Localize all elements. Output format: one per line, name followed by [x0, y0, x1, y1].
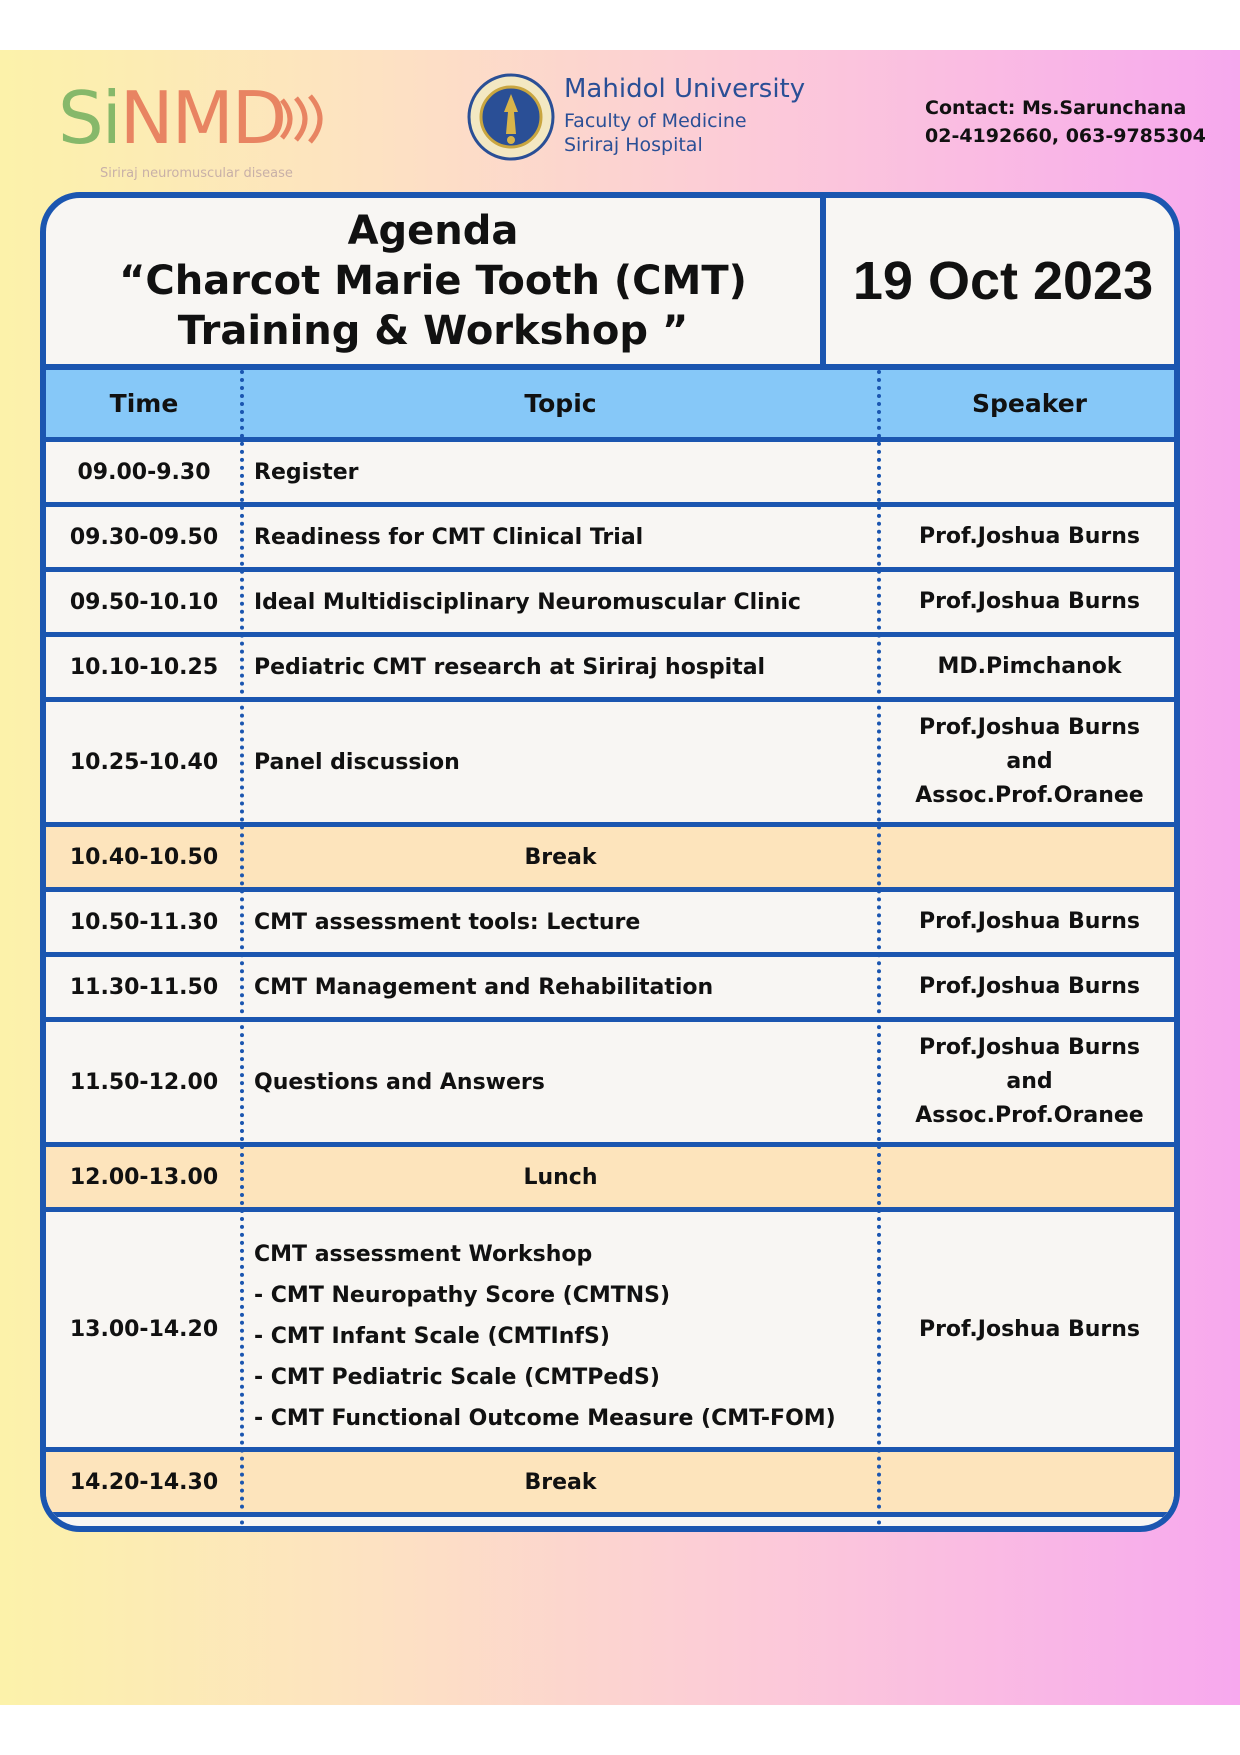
row-topic: Readiness for CMT Clinical Trial [254, 524, 644, 550]
table-row [46, 702, 1180, 827]
university-name: Mahidol University [564, 74, 806, 104]
speaker-line: Prof.Joshua Burns [918, 1035, 1141, 1060]
sinmd-logo-subtitle: Siriraj neuromuscular disease [100, 166, 293, 181]
header-speaker: Speaker [972, 388, 1087, 418]
agenda-table [46, 370, 1180, 1517]
table-row [46, 1212, 1180, 1452]
row-speaker [879, 827, 1180, 887]
row-topic: Lunch [523, 1164, 598, 1190]
row-time: 11.30-11.50 [69, 974, 219, 1000]
agenda-title-line-3: Training & Workshop ” [177, 308, 689, 354]
column-divider-time [240, 370, 244, 1526]
contact-info [925, 94, 1206, 150]
row-topic: Questions and Answers [254, 1069, 545, 1095]
topic-line: - CMT Neuropathy Score (CMTNS) [254, 1283, 671, 1308]
row-speaker: Prof.Joshua Burns [918, 974, 1141, 999]
row-speaker: MD.Pimchanok [937, 654, 1122, 679]
sinmd-logo-word: SiNMD [58, 76, 286, 160]
table-row [46, 892, 1180, 957]
table-row-break [46, 827, 1180, 892]
row-topic: CMT assessment tools: Lecture [254, 909, 641, 935]
row-topic: Pediatric CMT research at Siriraj hospital [254, 654, 766, 680]
row-speaker: Prof.Joshua Burns [918, 909, 1141, 934]
row-topic: Break [524, 1469, 597, 1495]
table-header-row [46, 370, 1180, 442]
table-row [46, 572, 1180, 637]
faculty-name: Faculty of Medicine [564, 110, 747, 132]
row-time: 10.50-11.30 [69, 909, 219, 935]
table-row-break [46, 1147, 1180, 1212]
agenda-title-line-1: Agenda [347, 208, 519, 254]
row-time: 13.00-14.20 [69, 1317, 219, 1342]
row-speaker: Prof.Joshua Burns [918, 1316, 1141, 1342]
topic-line: - CMT Pediatric Scale (CMTPedS) [254, 1365, 660, 1390]
row-time: 10.40-10.50 [69, 844, 219, 870]
row-topic: Ideal Multidisciplinary Neuromuscular Clinic [254, 589, 801, 615]
speaker-line: Assoc.Prof.Oranee [915, 783, 1144, 808]
speaker-line: and [1006, 749, 1053, 774]
topic-line: CMT assessment Workshop [254, 1242, 593, 1267]
row-topic: Register [254, 459, 359, 485]
row-speaker [879, 442, 1180, 502]
row-speaker: Prof.Joshua Burns [918, 524, 1141, 549]
speaker-line: Prof.Joshua Burns [918, 715, 1141, 740]
speaker-line: and [1006, 1069, 1053, 1094]
table-row [46, 957, 1180, 1022]
table-row [46, 507, 1180, 572]
row-speaker [879, 702, 1180, 822]
university-seal-icon [466, 72, 556, 162]
row-speaker [879, 1452, 1180, 1512]
row-topic: Break [524, 844, 597, 870]
speaker-line: Assoc.Prof.Oranee [915, 1103, 1144, 1128]
row-topic [242, 1212, 879, 1447]
hospital-name: Siriraj Hospital [564, 134, 703, 156]
row-time: 10.10-10.25 [69, 654, 219, 680]
row-topic: Panel discussion [254, 749, 460, 775]
header-time: Time [109, 389, 179, 418]
header-topic: Topic [524, 389, 597, 418]
row-speaker [879, 1147, 1180, 1207]
table-row [46, 637, 1180, 702]
row-time: 09.00-9.30 [77, 459, 211, 485]
contact-phone: 02-4192660, 063-9785304 [925, 125, 1206, 147]
table-row [46, 1022, 1180, 1147]
topic-line: - CMT Functional Outcome Measure (CMT-FOM) [254, 1406, 836, 1431]
row-speaker: Prof.Joshua Burns [918, 589, 1141, 614]
row-time: 10.25-10.40 [69, 749, 219, 775]
mahidol-logo [466, 72, 846, 172]
row-time: 11.50-12.00 [69, 1069, 219, 1095]
agenda-frame [40, 192, 1180, 1532]
row-time: 14.20-14.30 [69, 1469, 219, 1495]
sinmd-logo [58, 76, 358, 181]
agenda-title-box [46, 198, 826, 364]
table-row-break [46, 1452, 1180, 1517]
row-time: 12.00-13.00 [69, 1164, 219, 1190]
event-date: 19 Oct 2023 [852, 251, 1154, 311]
row-time: 09.50-10.10 [69, 589, 219, 615]
sound-waves-icon [276, 94, 336, 144]
row-time: 09.30-09.50 [69, 524, 219, 550]
agenda-title-line-2: “Charcot Marie Tooth (CMT) [119, 258, 747, 304]
contact-name: Contact: Ms.Sarunchana [925, 97, 1187, 119]
column-divider-speaker [877, 370, 881, 1526]
row-speaker [879, 1022, 1180, 1142]
topic-line: - CMT Infant Scale (CMTInfS) [254, 1324, 610, 1349]
row-topic: CMT Management and Rehabilitation [254, 974, 714, 1000]
table-row [46, 442, 1180, 507]
poster-background [0, 50, 1240, 1705]
